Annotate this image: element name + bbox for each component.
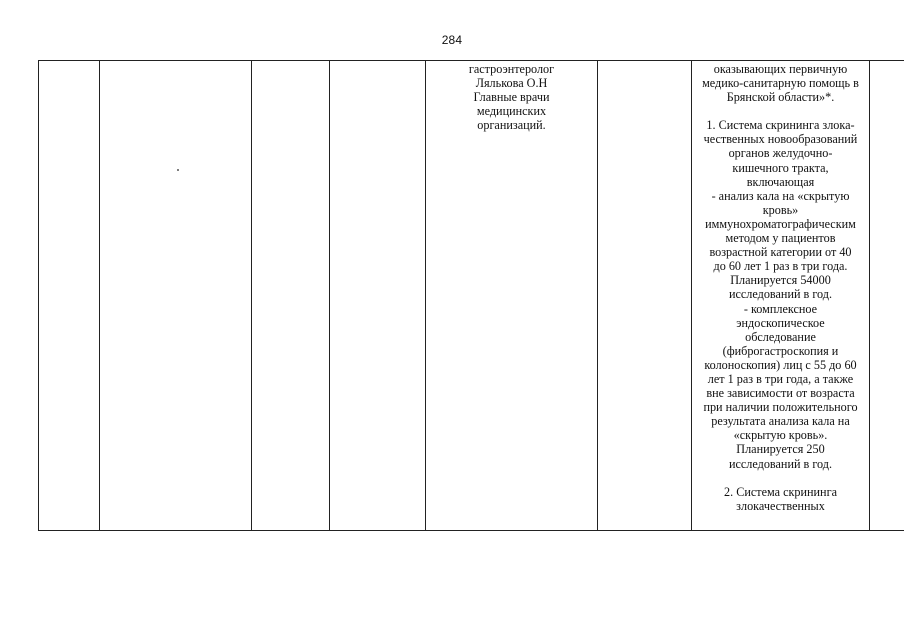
table-cell-col6 [598,61,692,531]
description-intro [692,62,869,104]
description-line: медико-санитарную помощь в [702,76,859,91]
description-line: включающая [746,174,815,189]
description-line: колоноскопия) лиц с 55 до 60 [704,357,857,372]
table-cell-col8 [870,61,904,531]
description-text [692,61,869,513]
responsible-cell [426,61,598,531]
page-number: 284 [441,33,463,47]
description-line: органов желудочно- [728,146,833,161]
description-line: чественных новообразований [703,132,858,147]
responsible-line: организаций. [477,118,546,133]
description-item-2 [692,485,869,513]
description-line: кровь» [762,202,799,217]
description-line: - анализ кала на «скрытую [711,188,850,203]
responsible-text [426,61,597,132]
description-line: эндоскопическое [736,315,825,330]
description-line: возрастной категории от 40 [709,245,852,260]
description-line: Планируется 250 [736,442,825,457]
table-cell-col1 [39,61,100,531]
responsible-line: медицинских [476,104,547,119]
description-line: 2. Система скрининга [724,484,837,499]
description-line: «скрытую кровь». [733,428,828,443]
description-line: вне зависимости от возраста [706,386,855,401]
description-line: (фиброгастроскопия и [722,343,839,358]
description-line: - комплексное [743,301,818,316]
description-line: Планируется 54000 [730,273,831,288]
description-item-1 [692,118,869,470]
description-line: кишечного тракта, [732,160,829,175]
description-line: злокачественных [736,498,825,513]
table-cell-col2 [100,61,252,531]
responsible-line: гастроэнтеролог [468,62,555,76]
description-line: иммунохроматографическим [705,216,856,231]
paragraph-gap [692,471,869,485]
description-line: исследований в год. [728,456,833,471]
table-cell-col4 [330,61,426,531]
description-line: до 60 лет 1 раз в три года. [713,259,848,274]
table-cell-col3 [252,61,330,531]
description-line: обследование [745,329,816,344]
responsible-line: Лялькова О.Н [475,76,548,91]
description-line: 1. Система скрининга злока- [706,118,855,133]
description-line: Брянской области»*. [726,90,835,105]
description-line: методом у пациентов [725,231,836,246]
paragraph-gap [692,104,869,118]
description-line: лет 1 раз в три года, а также [707,371,854,386]
description-cell [692,61,870,531]
table-row [39,61,904,531]
responsible-line: Главные врачи [473,90,550,105]
description-line: результата анализа кала на [711,414,850,429]
description-line: оказывающих первичную [713,62,848,76]
description-line: исследований в год. [728,287,833,302]
document-table [38,60,904,531]
scan-speck [177,169,179,171]
description-line: при наличии положительного [703,400,858,415]
